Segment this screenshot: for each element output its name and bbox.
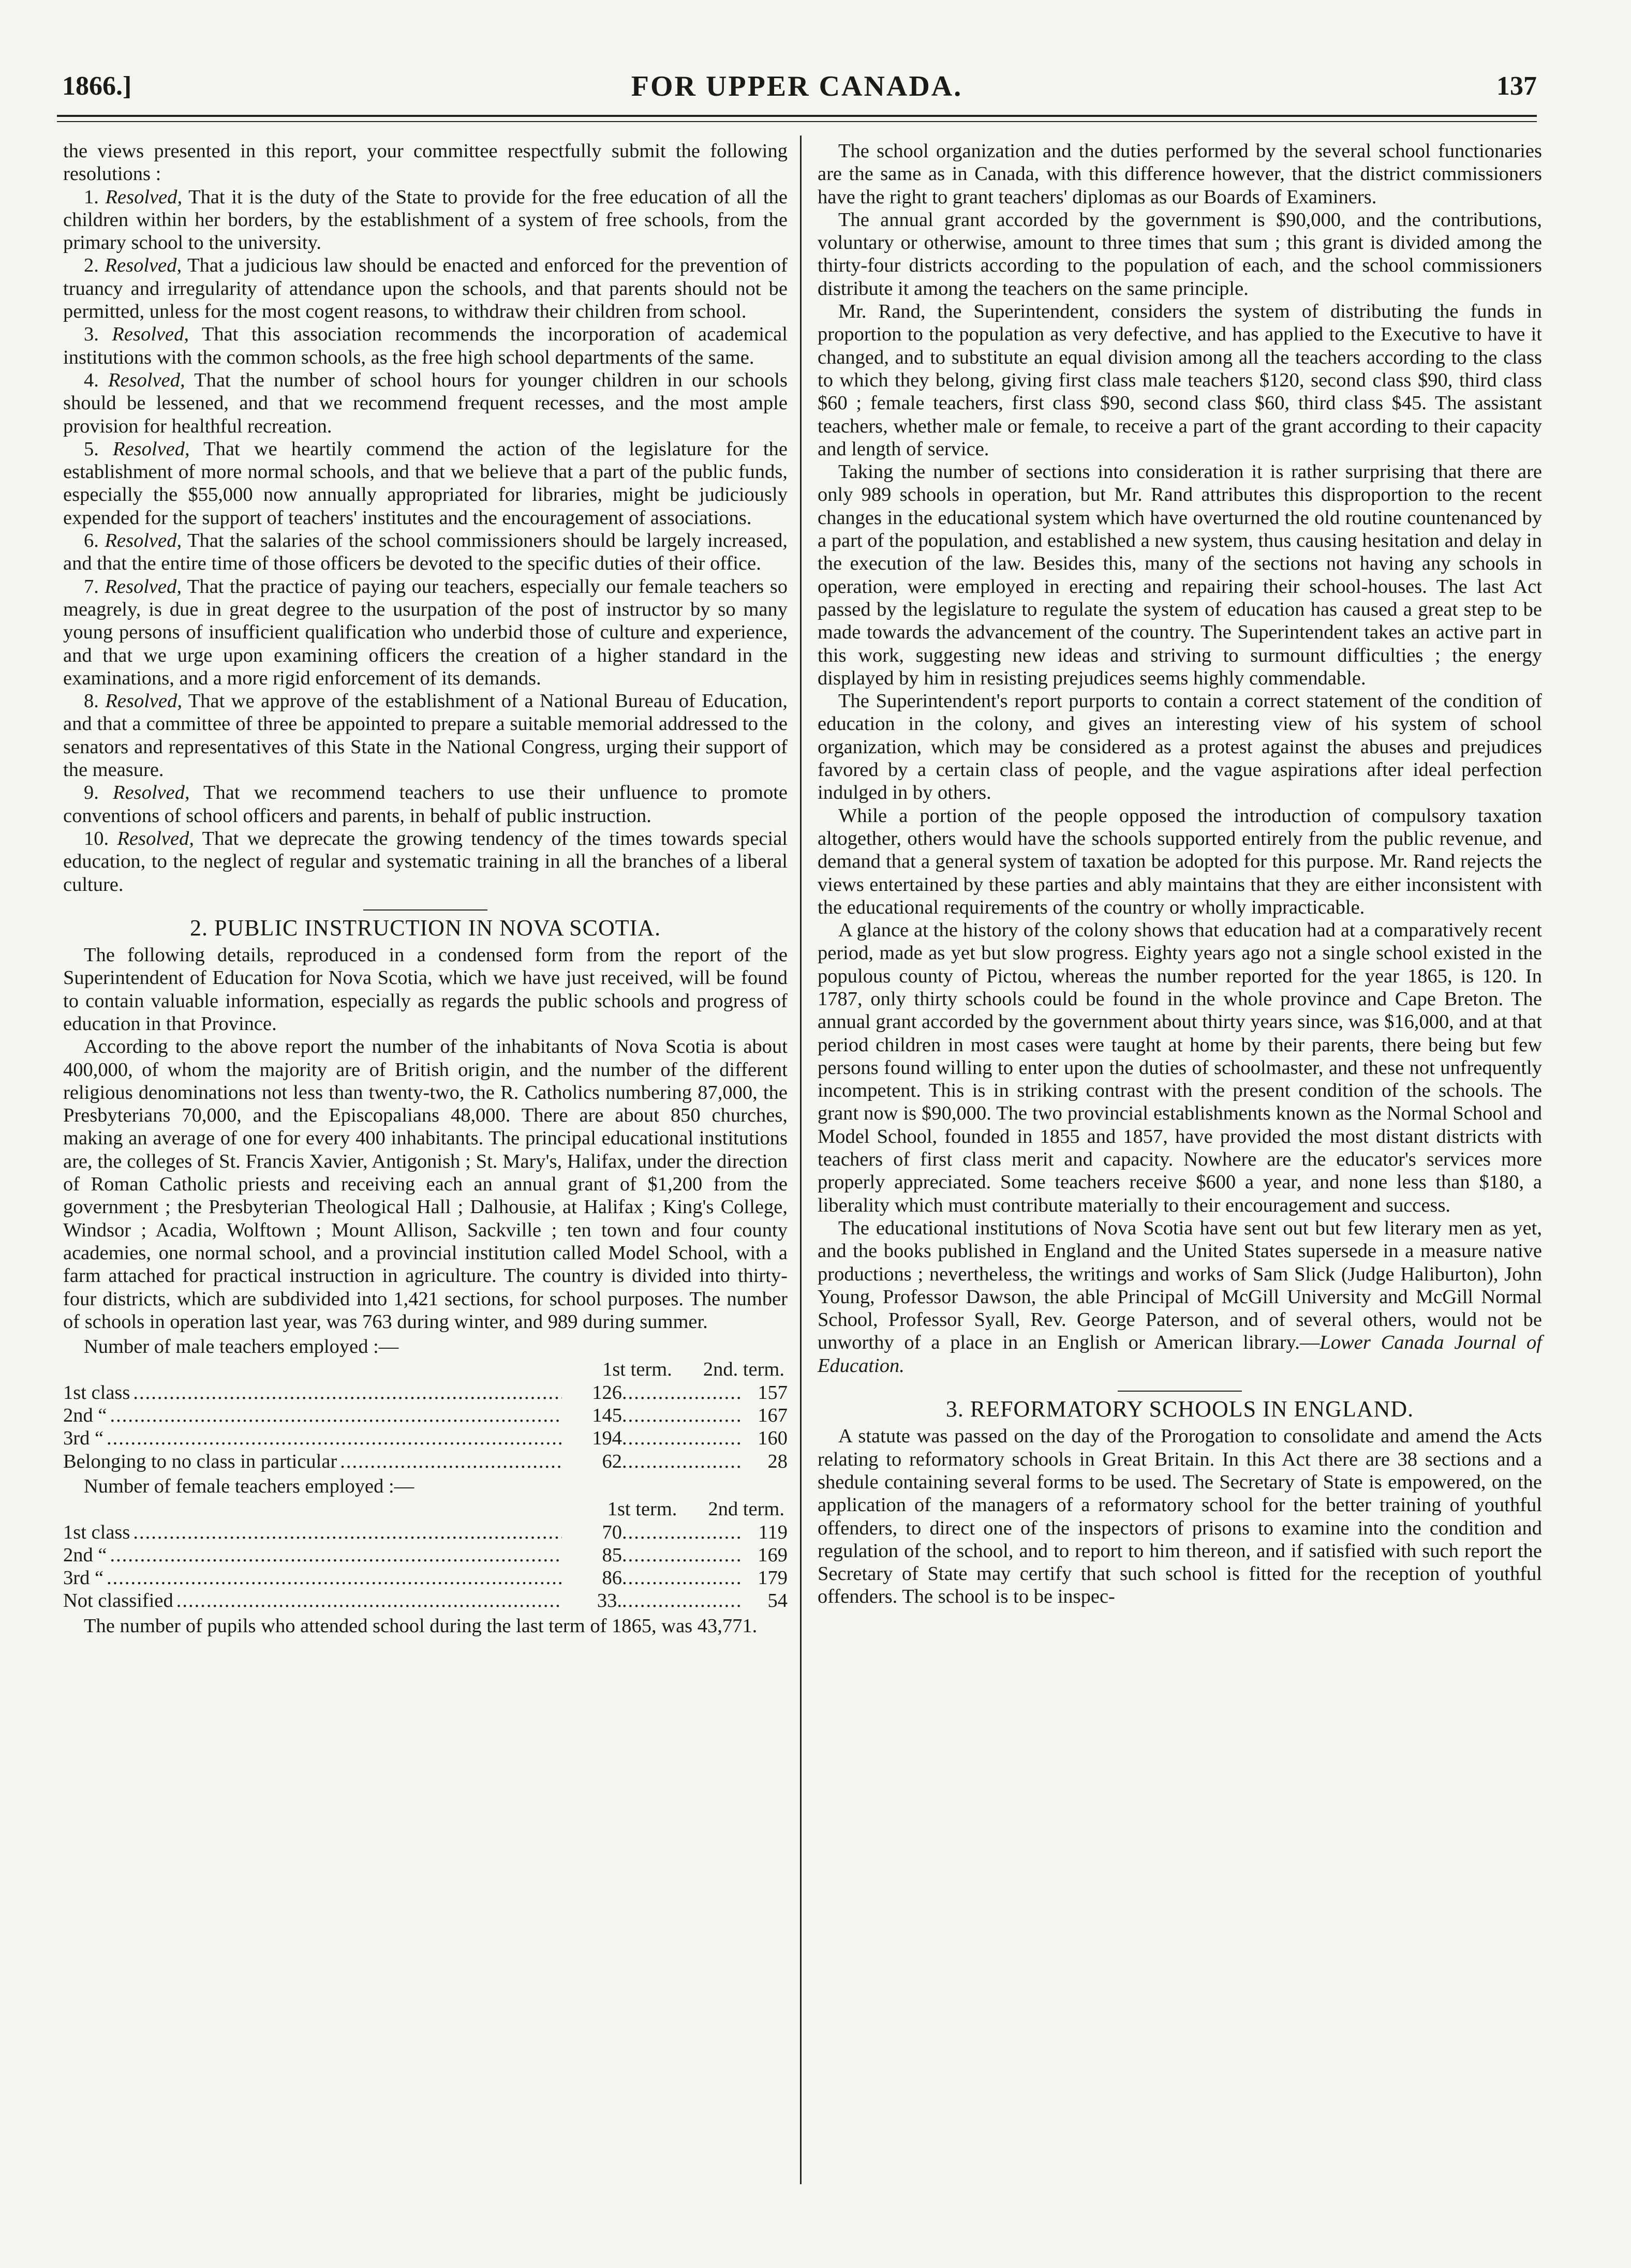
page-number: 137	[1496, 71, 1537, 101]
paragraph: A glance at the history of the colony shows that education had at a comparatively recent period, made as yet but slow progress. Eighty years ago not a single school existed in the populous county of Pictou, whereas the number reported for the year 1865, is 120. In 1787, only thirty schools could be found in the whole province and Cape Breton. The annual grant accorded by the government about thirty years since, was $16,000, and at that period children in most cases were taught at home by their parents, there being but few persons found willing to enter upon the duties of schoolmaster, and these not unfrequently incompetent. This is in striking contrast with the present condition of the schools. The grant now is $90,000. The two provincial establishments known as the Normal School and Model School, founded in 1855 and 1857, have provided the most distant districts with teachers of first class merit and capacity. Nowhere are the educator's services more properly appreciated. Some teachers receive $600 a year, and none less than $180, a liberality which must contribute materially to their encouragement and success.	[818, 919, 1542, 1216]
paragraph: The Superintendent's report purports to contain a correct statement of the condition of education in the colony, and gives an interesting view of his system of school organization, which may be considered as a protest against the abuses and prejudices favored by a certain class of people, and the vague aspirations after ideal perfection indulged in by others.	[818, 690, 1542, 804]
source-citation: Lower Canada Journal of Education.	[818, 1332, 1542, 1377]
resolution-item: 5. Resolved, That we heartily commend the action of the legislature for the establishment of more normal schools, and that we believe that a part of the public funds, especially the $55,000 now annually appropriated for libraries, might be judiciously expended for the support of teachers' institutes and the encouragement of associations.	[63, 438, 788, 529]
table-row: Not classified ..... 33. ..... 54	[63, 1589, 788, 1612]
column-divider	[800, 136, 802, 2184]
paragraph: The number of pupils who attended school during the last term of 1865, was 43,771.	[84, 1615, 758, 1637]
column-header: 1st term.	[607, 1498, 677, 1520]
paragraph: Mr. Rand, the Superintendent, considers the system of distributing the funds in proportion to the population as very defective, and has applied to the Executive to have it changed, and to substitute an equal division among all the teachers according to the class to which they belong, giving first class male teachers $120, second class $90, third class $60 ; female teachers, first class $90, second class $60, third class $45. The assistant teachers, whether male or female, to receive a part of the grant according to their capacity and length of service.	[818, 301, 1542, 460]
paragraph: Taking the number of sections into consideration it is rather surprising that there are only 989 schools in operation, but Mr. Rand attributes this disproportion to the recent changes in the educational system which have overturned the old routine countenanced by a part of the population, and established a new system, thus causing hesitation and delay in the execution of the law. Besides this, many of the sections not having any schools in operation, were employed in erecting and repairing their school-houses. The last Act passed by the legislature to regulate the system of education has caused a great step to be made towards the advancement of the country. The Superintendent takes an active part in this work, suggesting new ideas and striving to surmount difficulties ; the energy displayed by him in resisting prejudices seems highly commendable.	[818, 461, 1542, 689]
header-title: FOR UPPER CANADA.	[631, 70, 963, 102]
header-rule-thin	[57, 121, 1537, 122]
resolutions-list	[63, 186, 788, 896]
resolution-item: 7. Resolved, That the practice of paying our teachers, especially our female teachers so meagrely, is due in great degree to the usurpation of the post of instructor by so many young persons of insufficient qualification who underbid those of culture and experience, and that we urge upon examining officers the creation of a higher standard in the examinations, and a more rigid enforcement of its demands.	[63, 575, 788, 689]
resolution-item: 2. Resolved, That a judicious law should be enacted and enforced for the prevention of truancy and irregularity of attendance upon the schools, and that parents should not be permitted, unless for the most cogent reasons, to withdraw their children from school.	[63, 255, 788, 323]
table-row: 2nd “ ..... 85 ..... 169	[63, 1544, 788, 1566]
table-row: 3rd “ ..... 86 ..... 179	[63, 1566, 788, 1589]
table-row: 1st class ..... 126 ..... 157	[63, 1381, 788, 1404]
table-header	[63, 1358, 788, 1381]
resolution-item: 6. Resolved, That the salaries of the school commissioners should be largely increased, and that the entire time of those officers be devoted to the specific duties of their office.	[63, 530, 788, 575]
page-header	[57, 63, 1537, 110]
section-divider	[1118, 1391, 1242, 1392]
male-teachers-table	[63, 1335, 788, 1473]
paragraph: The following details, reproduced in a condensed form from the report of the Superintendent of Education for Nova Scotia, which we have just received, will be found to contain valuable information, especially as regards the public schools and progress of education in that Province.	[63, 944, 788, 1035]
table-row: 3rd “ ..... 194 ..... 160	[63, 1427, 788, 1450]
resolutions-intro: the views presented in this report, your committee respectfully submit the following resolutions :	[63, 140, 788, 185]
section-title-reformatory: 3. REFORMATORY SCHOOLS IN ENGLAND.	[945, 1396, 1414, 1422]
left-column	[63, 140, 788, 1637]
paragraph: The school organization and the duties performed by the several school functionaries are the same as in Canada, with this difference however, that the district commissioners have the right to grant teachers' diplomas as our Boards of Examiners.	[818, 140, 1542, 208]
column-header: 1st term.	[602, 1359, 672, 1381]
resolution-item: 8. Resolved, That we approve of the establishment of a National Bureau of Education, and that a committee of three be appointed to prepare a suitable memorial addressed to the senators and representatives of this State in the National Congress, urging their support of the measure.	[63, 690, 788, 781]
female-teachers-table	[63, 1475, 788, 1613]
table-row: 1st class ..... 70 ..... 119	[63, 1521, 788, 1544]
column-header: 2nd. term.	[703, 1359, 784, 1381]
paragraph: The educational institutions of Nova Scotia have sent out but few literary men as yet, and the books published in England and the United States supersede in a measure native productions ; nevertheless, the writings and works of Sam Slick (Judge Haliburton), John Young, Professor Dawson, the able Principal of McGill University and McGill Normal School, Professor Syall, Rev. George Paterson, and of several others, would not be unworthy of a place in an English or American library.—Lower Canada Journal of Education.	[818, 1217, 1542, 1377]
header-rule-thick	[57, 115, 1537, 117]
resolution-item: 1. Resolved, That it is the duty of the State to provide for the free education of all the children within her borders, by the establishment of a system of free schools, from the primary school to the university.	[63, 186, 788, 254]
section-title-nova-scotia: 2. PUBLIC INSTRUCTION IN NOVA SCOTIA.	[189, 915, 661, 941]
table-header	[63, 1498, 788, 1520]
paragraph: According to the above report the number of the inhabitants of Nova Scotia is about 400,000, of whom the majority are of British origin, and the number of the different religious denominations not less than twenty-two, the R. Catholics numbering 87,000, the Presbyterians 70,000, and the Episcopalians 48,000. There are about 850 churches, making an average of one for every 400 inhabitants. The principal educational institutions are, the colleges of St. Francis Xavier, Antigonish ; St. Mary's, Halifax, under the direction of Roman Catholic priests and receiving each an annual grant of $1,200 from the government ; the Presbyterian Theological Hall ; Dalhousie, at Halifax ; King's College, Windsor ; Acadia, Wolftown ; Mount Allison, Sackville ; ten town and four county academies, one normal school, and a provincial institution called Model School, with a farm attached for practical instruction in agriculture. The country is divided into thirty-four districts, which are subdivided into 1,421 sections, for school purposes. The number of schools in operation last year, was 763 during winter, and 989 during summer.	[63, 1036, 788, 1333]
paragraph: While a portion of the people opposed the introduction of compulsory taxation altogether, others would have the schools supported entirely from the public revenue, and demand that a general system of taxation be adopted for this purpose. Mr. Rand rejects the views entertained by these parties and ably maintains that they are either inconsistent with the educational requirements of the country or wholly impracticable.	[818, 804, 1542, 918]
table-row: 2nd “ ..... 145 ..... 167	[63, 1404, 788, 1427]
table-row: Belonging to no class in particular ..... 62 ..... 28	[63, 1450, 788, 1473]
resolution-item: 3. Resolved, That this association recommends the incorporation of academical institutions with the common schools, as the free high school departments of the same.	[63, 323, 788, 368]
resolution-item: 4. Resolved, That the number of school hours for younger children in our schools should be lessened, and that we recommend frequent recesses, and the most ample provision for healthful recreation.	[63, 369, 788, 437]
paragraph: The annual grant accorded by the government is $90,000, and the contributions, voluntary or otherwise, amount to three times that sum ; this grant is divided among the thirty-four districts according to the population of each, and the school commissioners distribute it among the teachers on the same principle.	[818, 208, 1542, 300]
header-year: 1866.]	[62, 71, 132, 101]
resolution-item: 9. Resolved, That we recommend teachers to use their unfluence to promote conventions of school officers and parents, in behalf of public instruction.	[63, 782, 788, 827]
column-header: 2nd term.	[708, 1498, 784, 1520]
section-divider	[363, 909, 487, 911]
table-caption: Number of female teachers employed :—	[84, 1475, 414, 1497]
table-caption: Number of male teachers employed :—	[84, 1336, 399, 1358]
paragraph: A statute was passed on the day of the Prorogation to consolidate and amend the Acts relating to reformatory schools in Great Britain. In this Act there are 38 sections and a shedule containing several forms to be used. The Secretary of State is empowered, on the application of the managers of a reformatory school for the better training of youthful offenders, to direct one of the inspectors of prisons to examine into the condition and regulation of the school, and to report to him thereon, and if satisfied with such report the Secretary of State may certify that such school is fitted for the reception of youthful offenders. The school is to be inspec-	[818, 1425, 1542, 1608]
resolution-item: 10. Resolved, That we deprecate the growing tendency of the times towards special education, to the neglect of regular and systematic training in all the branches of a liberal culture.	[63, 827, 788, 896]
right-column	[818, 140, 1542, 1608]
